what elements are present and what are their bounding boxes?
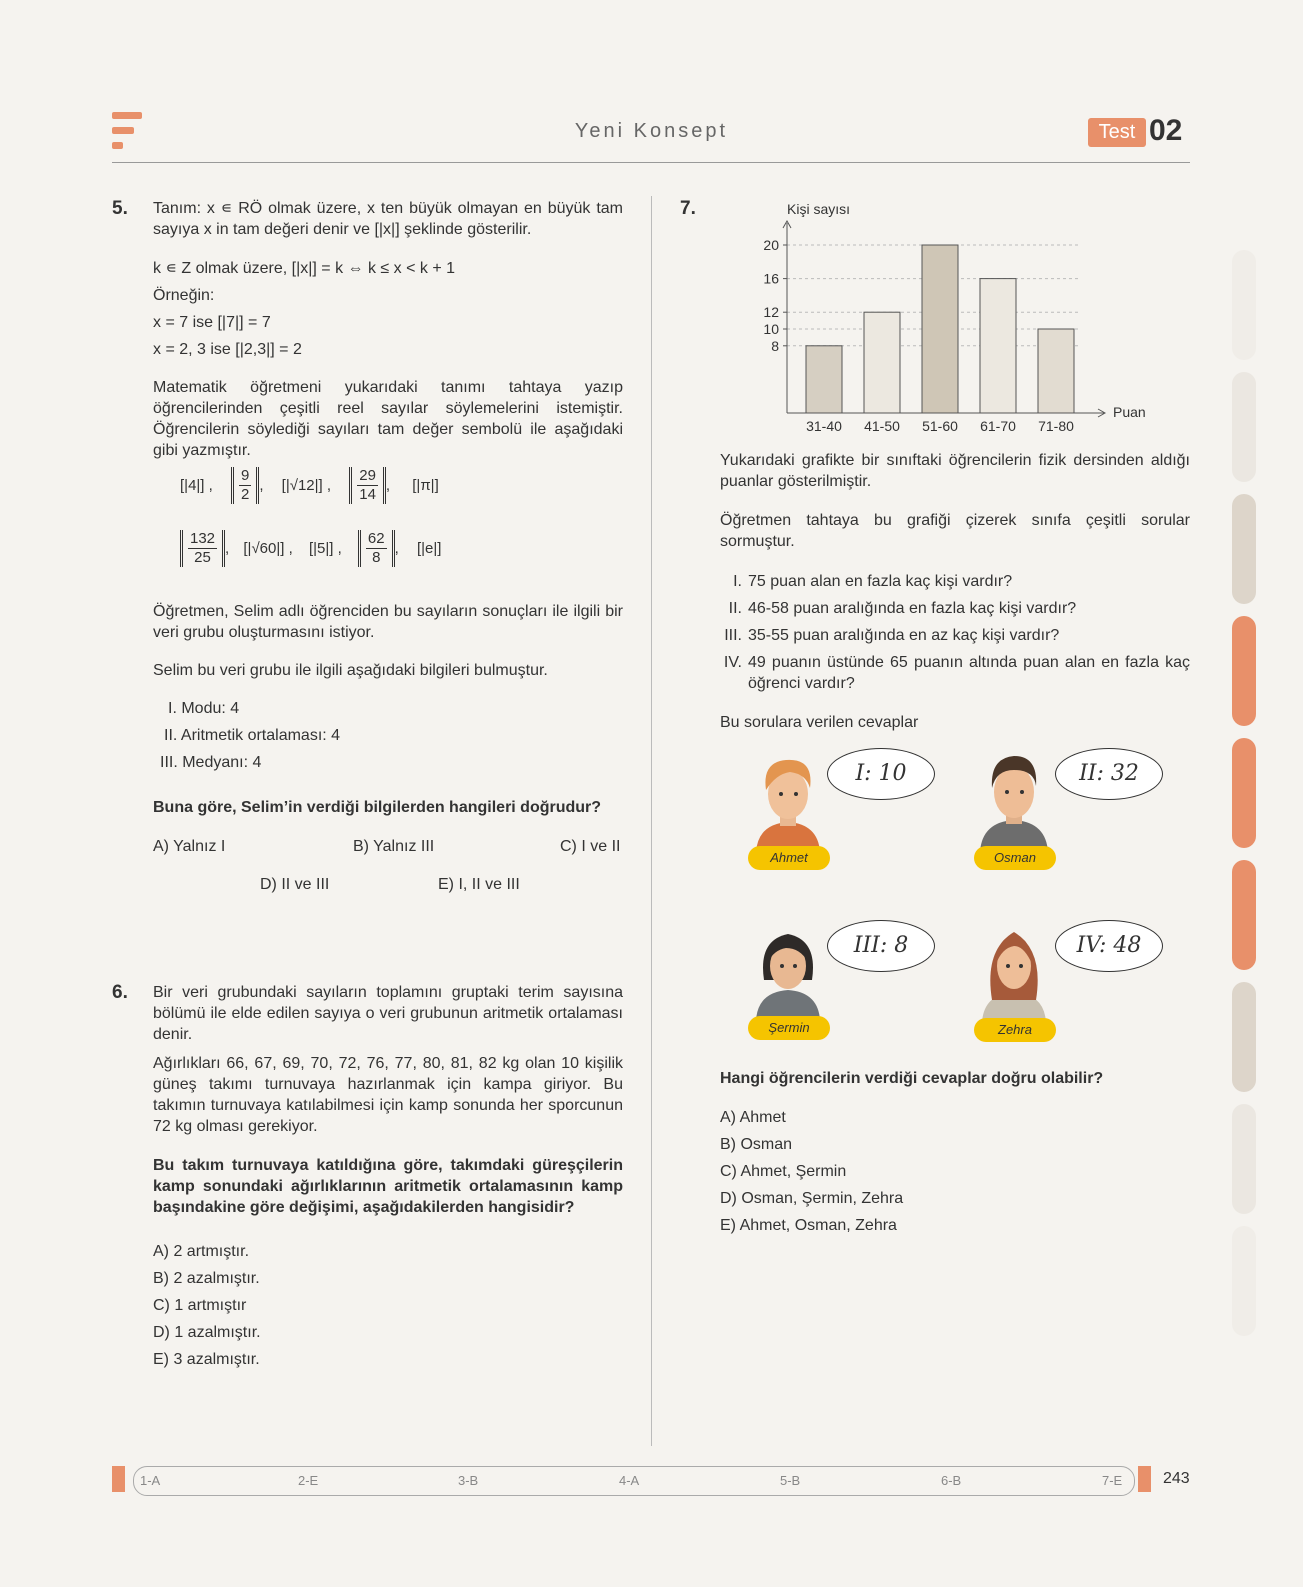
sermin-name-tag: Şermin: [748, 1016, 830, 1040]
q7-item-4-label: IV.: [723, 654, 742, 671]
expr-floor-132-25: $\frac{132}{25}$: [180, 530, 225, 567]
q7-item-2: [720, 598, 1190, 619]
zehra-avatar: [974, 920, 1054, 1022]
side-tab-3: [1232, 494, 1256, 604]
expr-floor-e: [|e|]: [416, 540, 442, 557]
expr-floor-pi: [|π|]: [412, 477, 439, 494]
q6-option-a[interactable]: A) 2 artmıştır.: [153, 1243, 250, 1260]
q5-intro: Tanım: x ∊ RÖ olmak üzere, x ten büyük olmayan en büyük tam sayıya x in tam değeri denir ve [|x|] şeklinde gösterilir.: [153, 200, 623, 238]
y-tick-label-12: 12: [763, 304, 779, 321]
side-tab-7: [1232, 982, 1256, 1092]
q5-expressions-row-2: $\frac{132}{25}$ , [|√60|] , [|5|] , $\frac{62}{8}$ , [|e|]: [180, 530, 441, 567]
sermin-speech-bubble: III: 8: [827, 920, 935, 972]
y-tick-label-8: 8: [771, 337, 779, 354]
osman-avatar: [974, 748, 1054, 852]
q7-paragraph-1: Yukarıdaki grafikte bir sınıftaki öğrencilerin fizik dersinden aldığı puanlar gösterilmiştir.: [720, 452, 1190, 490]
q6-paragraph-2: Ağırlıkları 66, 67, 69, 70, 72, 76, 77, 80, 81, 82 kg olan 10 kişilik güneş takımı turnuvaya hazırlanmak için kampa giriyor. Bu takımın turnuvaya katılabilmesi için kamp sonunda her sporcunun 72 kg olması gerekiyor.: [153, 1055, 623, 1135]
q7-option-e[interactable]: E) Ahmet, Osman, Zehra: [720, 1217, 897, 1234]
x-tick-label-71-80: 71-80: [1038, 418, 1074, 434]
q5-paragraph-3: Selim bu veri grubu ile ilgili aşağıdaki bilgileri bulmuştur.: [153, 662, 548, 679]
side-tab-2: [1232, 372, 1256, 482]
q6-paragraph-1: Bir veri grubundaki sayıların toplamını gruptaki terim sayısına bölümü ile elde edilen sayıya o veri grubunun aritmetik ortalaması denir.: [153, 984, 623, 1043]
x-axis-label: Puan: [1113, 404, 1146, 420]
expr-floor-5: [|5|] ,: [308, 540, 342, 557]
q5-paragraph-1: Matematik öğretmeni yukarıdaki tanımı tahtaya yazıp öğrencilerinden çeşitli reel sayılar söylemelerini istemiştir. Öğrencilerin söylediği sayıları tam değer sembolü ile aşağıdaki gibi yazmıştır.: [153, 379, 623, 459]
bar-71-80: [1038, 329, 1074, 413]
answer-key-5: 5-B: [780, 1473, 801, 1488]
x-tick-label-51-60: 51-60: [922, 418, 958, 434]
q5-question: Buna göre, Selim’in verdiği bilgilerden hangileri doğrudur?: [153, 799, 602, 816]
side-tab-4: [1232, 616, 1256, 726]
q6-option-d[interactable]: D) 1 azalmıştır.: [153, 1324, 261, 1341]
q7-option-b[interactable]: B) Osman: [720, 1136, 793, 1153]
side-tab-8: [1232, 1104, 1256, 1214]
x-tick-label-31-40: 31-40: [806, 418, 842, 434]
q5-item-1: I. Modu: 4: [168, 700, 240, 717]
q5-item-2: II. Aritmetik ortalaması: 4: [164, 727, 341, 744]
q7-item-2-label: II.: [728, 600, 742, 617]
answer-key-4: 4-A: [619, 1473, 640, 1488]
zehra-name-tag: Zehra: [974, 1018, 1056, 1042]
q6-option-b[interactable]: B) 2 azalmıştır.: [153, 1270, 260, 1287]
q5-item-3: III. Medyanı: 4: [160, 754, 262, 771]
q5-option-a[interactable]: A) Yalnız I: [153, 838, 226, 855]
answer-key-6: 6-B: [941, 1473, 962, 1488]
q7-item-4-text: 49 puanın üstünde 65 puanın altında puan alan en fazla kaç öğrenci vardır?: [748, 654, 1190, 692]
answer-key-3: 3-B: [458, 1473, 479, 1488]
q7-item-3-text: 35-55 puan aralığında en az kaç kişi vardır?: [748, 627, 1060, 644]
side-tab-5: [1232, 738, 1256, 848]
q7-item-4: [720, 652, 1190, 694]
q7-item-3-label: III.: [724, 627, 742, 644]
q6-number: 6.: [112, 982, 128, 1003]
answer-key-7: 7-E: [1102, 1473, 1123, 1488]
q7-item-1-text: 75 puan alan en fazla kaç kişi vardır?: [748, 573, 1013, 590]
expr-floor-sqrt60: [|√60|] ,: [243, 540, 293, 557]
q7-item-1: [720, 571, 1190, 592]
q5-option-d[interactable]: D) II ve III: [260, 876, 330, 893]
bar-chart: [740, 195, 1160, 440]
answer-key-2: 2-E: [298, 1473, 319, 1488]
q7-answers-intro: Bu sorulara verilen cevaplar: [720, 714, 919, 731]
footer-right-marker: [1138, 1466, 1151, 1492]
q5-example-1: x = 7 ise [|7|] = 7: [153, 314, 271, 331]
expr-floor-9-2: $\frac{9}{2}$: [231, 467, 259, 504]
page-number: 243: [1163, 1470, 1190, 1487]
q7-paragraph-2: Öğretmen tahtaya bu grafiği çizerek sınıfa çeşitli sorular sormuştur.: [720, 512, 1190, 550]
side-tab-1: [1232, 250, 1256, 360]
ahmet-speech-bubble: I: 10: [827, 748, 935, 800]
ahmet-avatar: [748, 752, 828, 852]
x-tick-label-61-70: 61-70: [980, 418, 1016, 434]
book-title: Yeni Konsept: [574, 120, 729, 142]
q5-option-b[interactable]: B) Yalnız III: [353, 838, 435, 855]
test-badge: Test: [1088, 118, 1146, 147]
expr-floor-62-8: $\frac{62}{8}$: [358, 530, 395, 567]
x-tick-label-41-50: 41-50: [864, 418, 900, 434]
expr-floor-sqrt12: [|√12|] ,: [281, 477, 332, 494]
q6-option-c[interactable]: C) 1 artmıştır: [153, 1297, 247, 1314]
column-divider: [651, 196, 652, 1446]
side-tab-6: [1232, 860, 1256, 970]
sermin-avatar: [748, 920, 828, 1020]
answer-key-1: 1-A: [140, 1473, 161, 1488]
osman-name-tag: Osman: [974, 846, 1056, 870]
q5-option-c[interactable]: C) I ve II: [560, 838, 621, 855]
q5-option-e[interactable]: E) I, II ve III: [438, 876, 520, 893]
q6-question: Bu takım turnuvaya katıldığına göre, takımdaki güreşçilerin kamp sonundaki ağırlıklarının aritmetik ortalamasının kamp başındakine göre değişimi, aşağıdakilerden hangisidir?: [153, 1157, 623, 1216]
osman-speech-bubble: II: 32: [1055, 748, 1163, 800]
expr-floor-4: [|4|] ,: [180, 477, 213, 494]
q5-expressions-row-1: [|4|] , $\frac{9}{2}$ , [|√12|] , $\frac{29}{14}$ , [|π|]: [180, 467, 439, 503]
ahmet-name-tag: Ahmet: [748, 846, 830, 870]
q5-definition: k ∊ Z olmak üzere, [|x|] = k ⇔ k ≤ x < k + 1: [153, 260, 455, 277]
bar-61-70: [980, 279, 1016, 413]
q7-option-d[interactable]: D) Osman, Şermin, Zehra: [720, 1190, 904, 1207]
q5-number: 5.: [112, 198, 128, 219]
q5-example-2: x = 2, 3 ise [|2,3|] = 2: [153, 341, 302, 358]
q7-item-3: [720, 625, 1190, 646]
q6-option-e[interactable]: E) 3 azalmıştır.: [153, 1351, 260, 1368]
expr-floor-29-14: $\frac{29}{14}$: [349, 467, 386, 504]
q7-item-2-text: 46-58 puan aralığında en fazla kaç kişi vardır?: [748, 600, 1077, 617]
q7-question: Hangi öğrencilerin verdiği cevaplar doğru olabilir?: [720, 1070, 1104, 1087]
q7-item-1-label: I.: [733, 573, 742, 590]
q5-paragraph-2: Öğretmen, Selim adlı öğrenciden bu sayıların sonuçları ile ilgili bir veri grubu oluşturmasını istiyor.: [153, 603, 623, 641]
q7-number: 7.: [680, 198, 696, 219]
y-tick-label-10: 10: [763, 321, 779, 337]
y-tick-label-16: 16: [763, 270, 779, 287]
zehra-speech-bubble: IV: 48: [1055, 920, 1163, 972]
bar-51-60: [922, 245, 958, 413]
side-tab-9: [1232, 1226, 1256, 1336]
footer-left-marker: [112, 1466, 125, 1492]
q5-example-label: Örneğin:: [153, 287, 215, 304]
q7-option-a[interactable]: A) Ahmet: [720, 1109, 786, 1126]
header-divider: [112, 162, 1190, 163]
y-axis-label: Kişi sayısı: [787, 201, 851, 217]
logo-bar-top: [112, 112, 142, 119]
y-tick-label-20: 20: [763, 237, 779, 253]
test-number: 02: [1149, 114, 1183, 147]
bar-31-40: [806, 346, 842, 413]
q7-option-c[interactable]: C) Ahmet, Şermin: [720, 1163, 847, 1180]
bar-41-50: [864, 312, 900, 413]
logo-bar-bottom: [112, 142, 123, 149]
